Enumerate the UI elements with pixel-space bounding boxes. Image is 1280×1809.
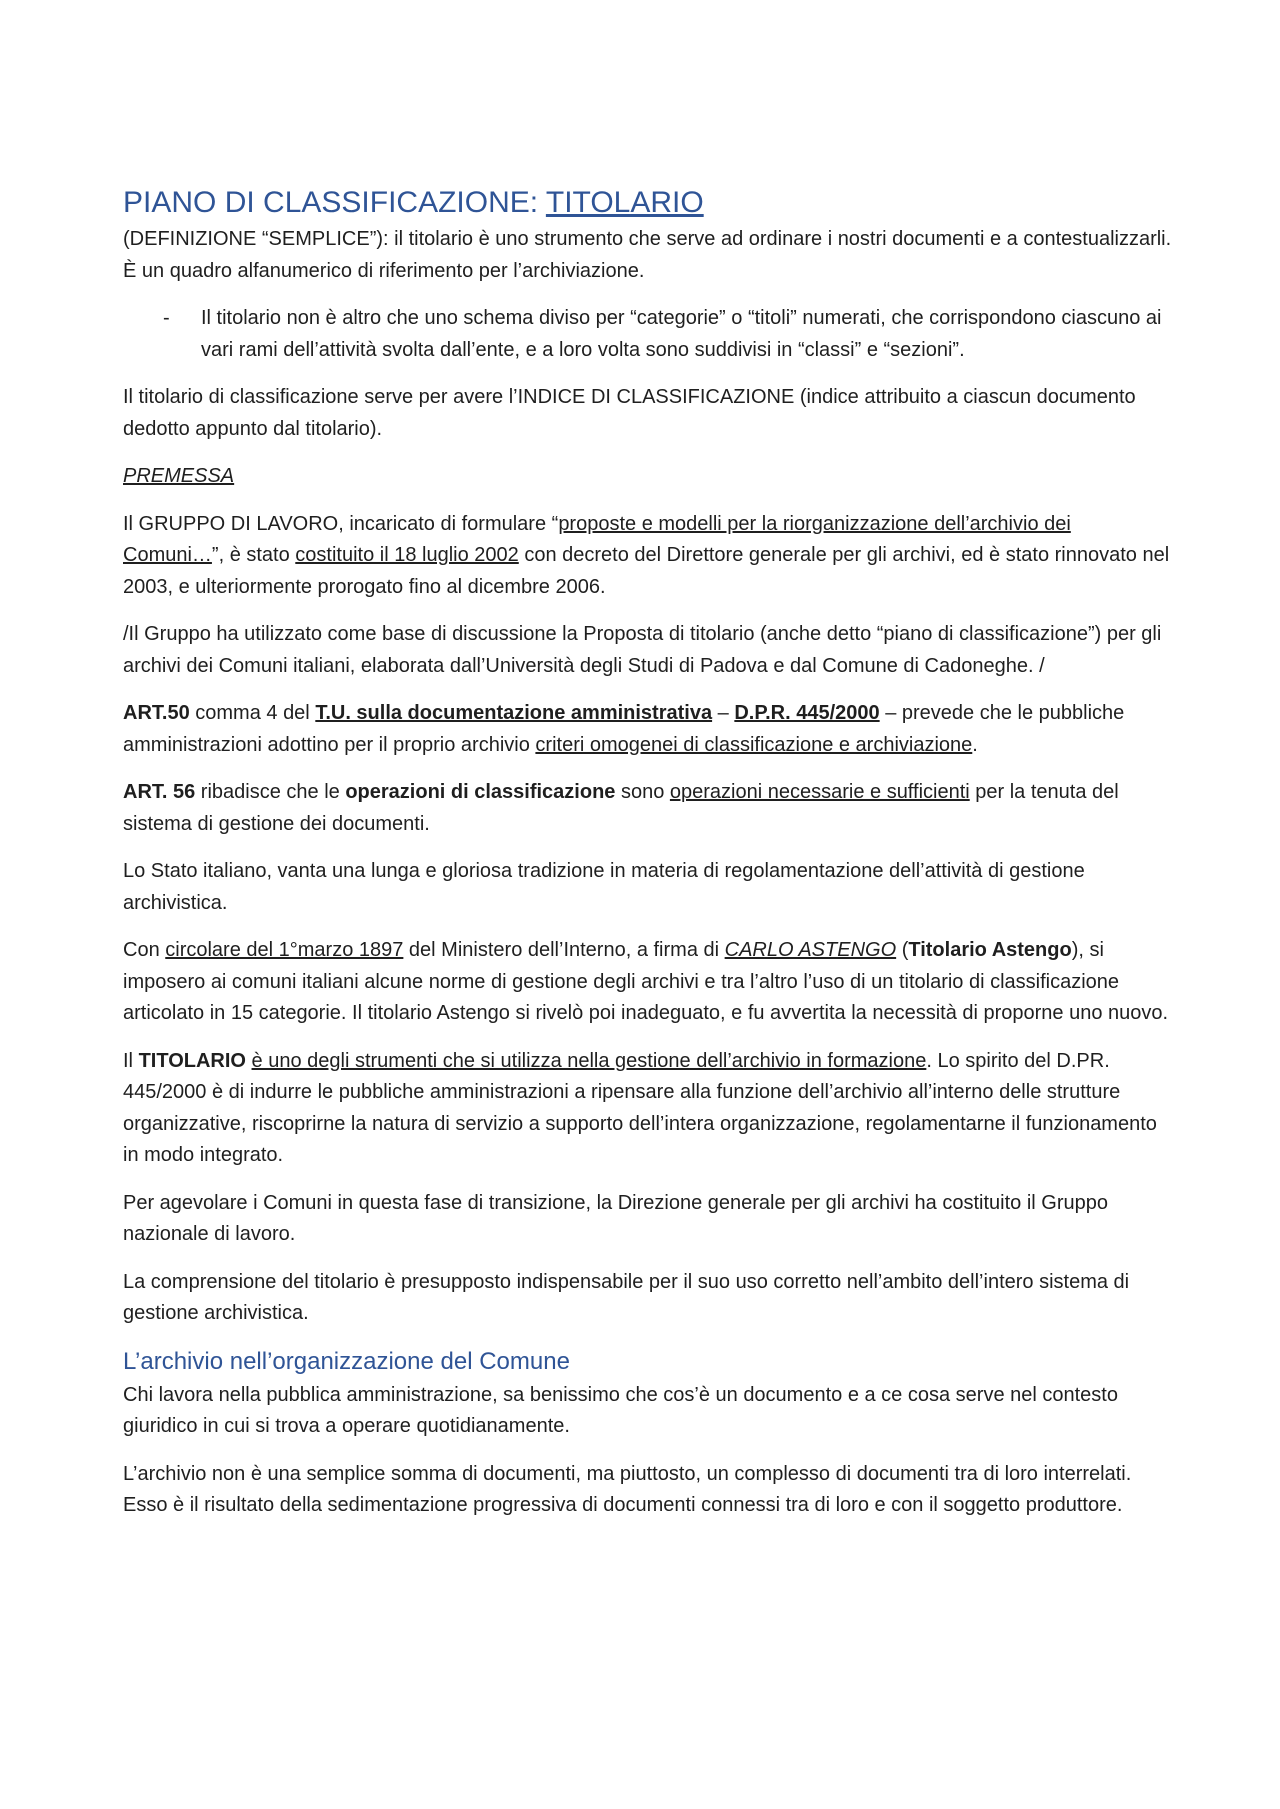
intro-paragraph: (DEFINIZIONE “SEMPLICE”): il titolario è uno strumento che serve ad ordinare i nostri documenti e a contestualizzarli. È un quadro alfanumerico di riferimento per l’archiviazione.	[123, 228, 1172, 282]
paragraph-art56	[123, 777, 1175, 840]
gruppo-proposte: proposte e modelli per la riorganizzazione dell’archivio dei Comuni…	[123, 512, 1071, 566]
astengo-part-g: ), si imposero ai comuni italiani alcune norme di gestione degli archivi e tra l’altro l’uso di un titolario di classificazione articolato in 15 categorie. Il titolario Astengo si rivelò poi inadeguato, e fu avvertita la necessità di proporne uno nuovo.	[123, 939, 1169, 1024]
gruppo-part-e: con decreto del Direttore generale per gli archivi, ed è stato rinnovato nel 2003, e ulteriormente prorogato fino al dicembre 2006.	[123, 544, 1170, 598]
art50-dash: –	[712, 702, 735, 724]
astengo-circolare: circolare del 1°marzo 1897	[165, 939, 404, 961]
art50-end: .	[972, 733, 978, 756]
paragraph-chi: Chi lavora nella pubblica amministrazione, sa benissimo che cos’è un documento e a ce cosa serve nel contesto giuridico in cui si trova a operare quotidianamente.	[123, 1383, 1118, 1437]
art56-part-f: per la tenuta del sistema di gestione dei documenti.	[123, 781, 1119, 835]
page-title	[123, 184, 1175, 222]
paragraph-comprensione: La comprensione del titolario è presupposto indispensabile per il suo uso corretto nell’ambito dell’intero sistema di gestione archivistica.	[123, 1270, 1130, 1324]
titolario-part-a: Il	[123, 1049, 139, 1072]
paragraph-art50	[123, 698, 1175, 761]
title-prefix: PIANO DI CLASSIFICAZIONE:	[123, 186, 546, 219]
paragraph-agevolare: Per agevolare i Comuni in questa fase di transizione, la Direzione generale per gli archivi ha costituito il Gruppo nazionale di lavoro.	[123, 1191, 1108, 1245]
section-heading: L’archivio nell’organizzazione del Comune	[123, 1347, 570, 1375]
paragraph-stato: Lo Stato italiano, vanta una lunga e gloriosa tradizione in materia di regolamentazione dell’attività di gestione archivistica.	[123, 860, 1085, 914]
art50-label: ART.50	[123, 702, 190, 724]
astengo-part-a: Con	[123, 939, 166, 961]
astengo-part-c: del Ministero dell’Interno, a firma di	[403, 939, 725, 961]
title-underlined: TITOLARIO	[545, 186, 704, 219]
paragraph-gruppo	[123, 509, 1175, 604]
art56-label: ART. 56	[123, 781, 196, 803]
premessa-label: PREMESSA	[123, 465, 235, 487]
art56-operazioni: operazioni di classificazione	[345, 781, 616, 803]
premessa-heading	[123, 461, 1175, 493]
paragraph-astengo	[123, 935, 1175, 1030]
art56-part-d: sono	[615, 781, 670, 803]
astengo-part-e: (	[896, 939, 909, 961]
art50-tu: T.U. sulla documentazione amministrativa	[315, 702, 713, 724]
titolario-strumenti: è uno degli strumenti che si utilizza nella gestione dell’archivio in formazione	[251, 1049, 927, 1072]
paragraph-base: /Il Gruppo ha utilizzato come base di discussione la Proposta di titolario (anche detto “piano di classificazione”) per gli archivi dei Comuni italiani, elaborata dall’Università degli Studi di Padova e dal Comune di Cadoneghe. /	[123, 623, 1162, 677]
paragraph-archivio: L’archivio non è una semplice somma di documenti, ma piuttosto, un complesso di documenti tra di loro interrelati. Esso è il risultato della sedimentazione progressiva di documenti connessi tra di loro e con il soggetto produttore.	[123, 1462, 1132, 1516]
art50-part-b: comma 4 del	[189, 702, 316, 724]
titolario-part-e: . Lo spirito del D.PR. 445/2000 è di indurre le pubbliche amministrazioni a ripensare alla funzione dell’archivio all’interno delle strutture organizzative, riscoprirne la natura di servizio a supporto dell’intera organizzazione, regolamentarne il funzionamento in modo integrato.	[123, 1049, 1157, 1166]
titolario-bold: TITOLARIO	[138, 1049, 246, 1072]
art56-necessarie: operazioni necessarie e sufficienti	[669, 781, 970, 803]
art50-part-f: – prevede che le pubbliche amministrazioni adottino per il proprio archivio	[123, 702, 1125, 756]
list-item	[123, 303, 1175, 366]
gruppo-part-c: ”, è stato	[211, 544, 296, 566]
gruppo-part-a: Il GRUPPO DI LAVORO, incaricato di formulare “	[123, 512, 559, 535]
bullet-dash: -	[163, 307, 170, 329]
paragraph-titolario	[123, 1046, 1175, 1172]
astengo-titolario: Titolario Astengo	[908, 939, 1072, 961]
art56-part-b: ribadisce che le	[195, 781, 346, 803]
art50-dpr: D.P.R. 445/2000	[734, 702, 880, 724]
astengo-name: CARLO ASTENGO	[724, 939, 897, 961]
list-item-text: Il titolario non è altro che uno schema diviso per “categorie” o “titoli” numerati, che corrispondono ciascuno ai vari rami dell’attività svolta dall’ente, e a loro volta sono suddivisi in “classi” e “sezioni”.	[201, 307, 1162, 361]
art50-criteri: criteri omogenei di classificazione e archiviazione	[535, 733, 973, 756]
document-page	[123, 184, 1175, 1522]
paragraph-indice: Il titolario di classificazione serve per avere l’INDICE DI CLASSIFICAZIONE (indice attribuito a ciascun documento dedotto appunto dal titolario).	[123, 386, 1136, 440]
gruppo-costituito: costituito il 18 luglio 2002	[295, 544, 519, 566]
